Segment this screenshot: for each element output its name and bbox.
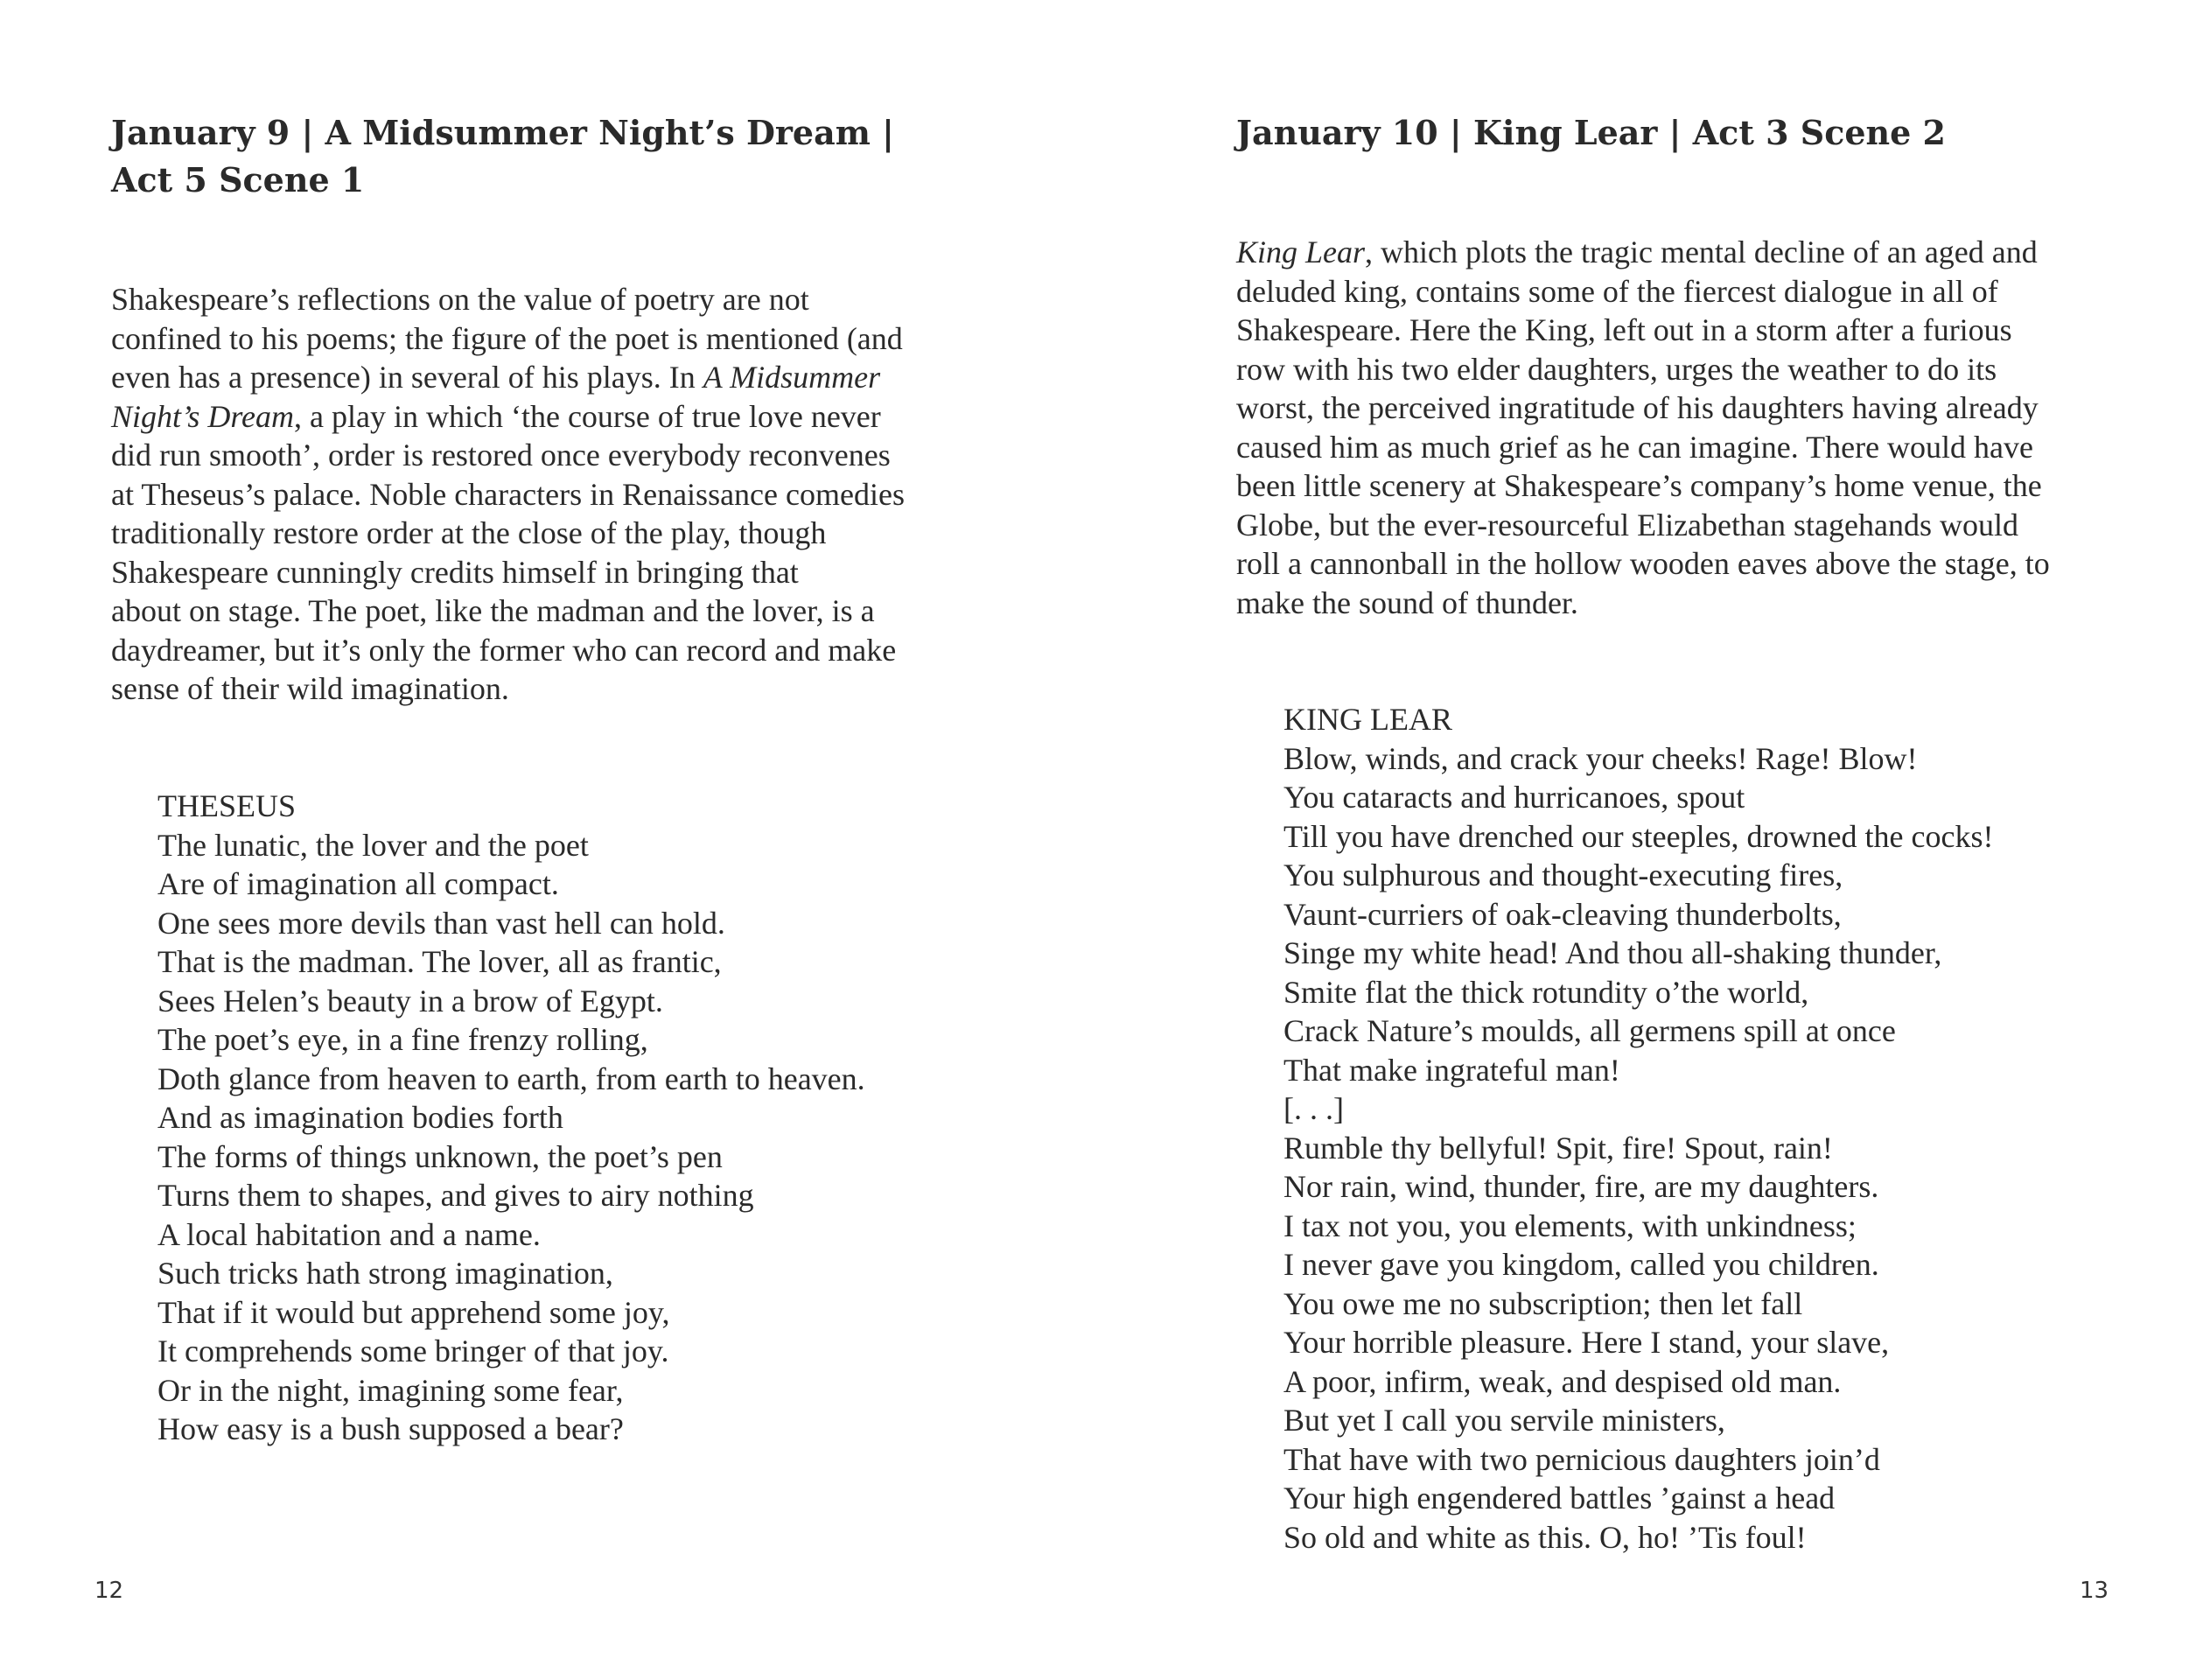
verse-line: The poet’s eye, in a fine frenzy rolling,	[157, 1022, 648, 1057]
prose-line: daydreamer, but it’s only the former who can record and make	[111, 632, 897, 668]
entry-title: | A Midsummer Night’s Dream |	[290, 113, 894, 152]
verse-excerpt-king-lear	[1283, 700, 2158, 1557]
verse-line: Turns them to shapes, and gives to airy nothing	[157, 1178, 754, 1213]
commentary-paragraph	[111, 280, 986, 709]
verse-line: Doth glance from heaven to earth, from earth to heaven.	[157, 1060, 865, 1096]
verse-line: That make ingrateful man!	[1283, 1052, 1620, 1088]
prose-line: sense of their wild imagination.	[111, 671, 509, 706]
verse-excerpt-theseus	[157, 787, 1032, 1449]
verse-line: Rumble thy bellyful! Spit, fire! Spout, rain!	[1283, 1130, 1833, 1166]
verse-line: A poor, infirm, weak, and despised old man.	[1283, 1363, 1842, 1399]
prose-text: even has a presence) in several of his plays. In	[111, 360, 703, 395]
verse-line: That is the madman. The lover, all as frantic,	[157, 944, 722, 979]
verse-line: I never gave you kingdom, called you children.	[1283, 1247, 1879, 1282]
entry-title: | King Lear | Act 3 Scene 2	[1437, 113, 1947, 152]
prose-line	[1236, 233, 2111, 272]
prose-line: caused him as much grief as he can imagine. There would have	[1236, 429, 2034, 465]
verse-line: Vaunt-curriers of oak-cleaving thunderbolts,	[1283, 896, 1842, 932]
verse-line: But yet I call you servile ministers,	[1283, 1403, 1725, 1438]
prose-line: did run smooth’, order is restored once everybody reconvenes	[111, 438, 891, 472]
verse-line: And as imagination bodies forth	[157, 1100, 563, 1135]
prose-line: worst, the perceived ingratitude of his daughters having already	[1236, 390, 2039, 425]
verse-line: How easy is a bush supposed a bear?	[157, 1411, 624, 1446]
prose-line: traditionally restore order at the close of the play, though	[111, 515, 827, 550]
verse-line: Till you have drenched our steeples, drowned the cocks!	[1283, 818, 1994, 854]
prose-line: at Theseus’s palace. Noble characters in Renaissance comedies	[111, 476, 905, 512]
prose-line: about on stage. The poet, like the madman and the lover, is a	[111, 593, 875, 628]
prose-line: roll a cannonball in the hollow wooden eaves above the stage, to	[1236, 546, 2050, 581]
prose-line: Globe, but the ever-resourceful Elizabethan stagehands would	[1236, 507, 2018, 542]
verse-line: One sees more devils than vast hell can hold.	[157, 905, 725, 941]
verse-line: You cataracts and hurricanoes, spout	[1283, 780, 1745, 815]
prose-line: deluded king, contains some of the fiercest dialogue in all of	[1236, 273, 1998, 309]
entry-scene: Act 5 Scene 1	[111, 160, 365, 200]
verse-line: I tax not you, you elements, with unkindness;	[1283, 1208, 1857, 1243]
prose-line: row with his two elder daughters, urges the weather to do its	[1236, 351, 1997, 387]
play-title-italic: King Lear	[1236, 234, 1366, 270]
page-number: 13	[2080, 1578, 2109, 1604]
verse-line: The forms of things unknown, the poet’s pen	[157, 1138, 723, 1174]
speaker-name: KING LEAR	[1283, 702, 1452, 737]
entry-heading-january-9	[111, 109, 986, 204]
prose-text: , a play in which ‘the course of true love never	[294, 398, 881, 434]
verse-line: Or in the night, imagining some fear,	[157, 1372, 624, 1408]
verse-line: That have with two pernicious daughters join’d	[1283, 1441, 1880, 1477]
verse-line: You owe me no subscription; then let fall	[1283, 1285, 1803, 1321]
prose-line: Shakespeare. Here the King, left out in a storm after a furious	[1236, 312, 2012, 347]
prose-line	[111, 397, 986, 437]
prose-line: Shakespeare cunningly credits himself in bringing that	[111, 554, 799, 590]
verse-line: Crack Nature’s moulds, all germens spill at once	[1283, 1013, 1896, 1048]
entry-date: January 10	[1236, 113, 1438, 152]
speaker-name: THESEUS	[157, 788, 297, 823]
right-page	[1098, 0, 2196, 1680]
verse-line: The lunatic, the lover and the poet	[157, 827, 589, 863]
prose-line: make the sound of thunder.	[1236, 584, 1578, 620]
verse-line: Your horrible pleasure. Here I stand, your slave,	[1283, 1325, 1890, 1360]
commentary-paragraph	[1236, 233, 2111, 622]
prose-line	[111, 358, 986, 397]
verse-line: So old and white as this. O, ho! ’Tis foul!	[1283, 1519, 1807, 1555]
verse-line: Nor rain, wind, thunder, fire, are my daughters.	[1283, 1169, 1879, 1204]
verse-line: Such tricks hath strong imagination,	[157, 1256, 613, 1291]
verse-line: You sulphurous and thought-executing fires,	[1283, 858, 1843, 892]
verse-line: Singe my white head! And thou all-shaking thunder,	[1283, 935, 1942, 970]
prose-line: Shakespeare’s reflections on the value of poetry are not	[111, 282, 809, 317]
verse-ellipsis: [. . .]	[1283, 1091, 1344, 1126]
verse-line: It comprehends some bringer of that joy.	[157, 1334, 669, 1368]
play-title-italic: A Midsummer	[703, 360, 881, 395]
entry-date: January 9	[111, 113, 290, 152]
prose-line: confined to his poems; the figure of the poet is mentioned (and	[111, 320, 903, 356]
play-title-italic: Night’s Dream	[111, 398, 295, 434]
verse-line: A local habitation and a name.	[157, 1216, 541, 1252]
verse-line: Blow, winds, and crack your cheeks! Rage! Blow!	[1283, 740, 1918, 776]
verse-line: Sees Helen’s beauty in a brow of Egypt.	[157, 983, 663, 1018]
verse-line: Are of imagination all compact.	[157, 866, 559, 901]
verse-line: Your high engendered battles ’gainst a head	[1283, 1480, 1836, 1516]
prose-text: , which plots the tragic mental decline of an aged and	[1365, 234, 2038, 270]
verse-line: Smite flat the thick rotundity o’the world,	[1283, 974, 1809, 1010]
entry-heading-january-10	[1236, 109, 2111, 157]
verse-line: That if it would but apprehend some joy,	[157, 1294, 670, 1330]
page-number: 12	[94, 1578, 124, 1604]
prose-line: been little scenery at Shakespeare’s company’s home venue, the	[1236, 468, 2042, 503]
